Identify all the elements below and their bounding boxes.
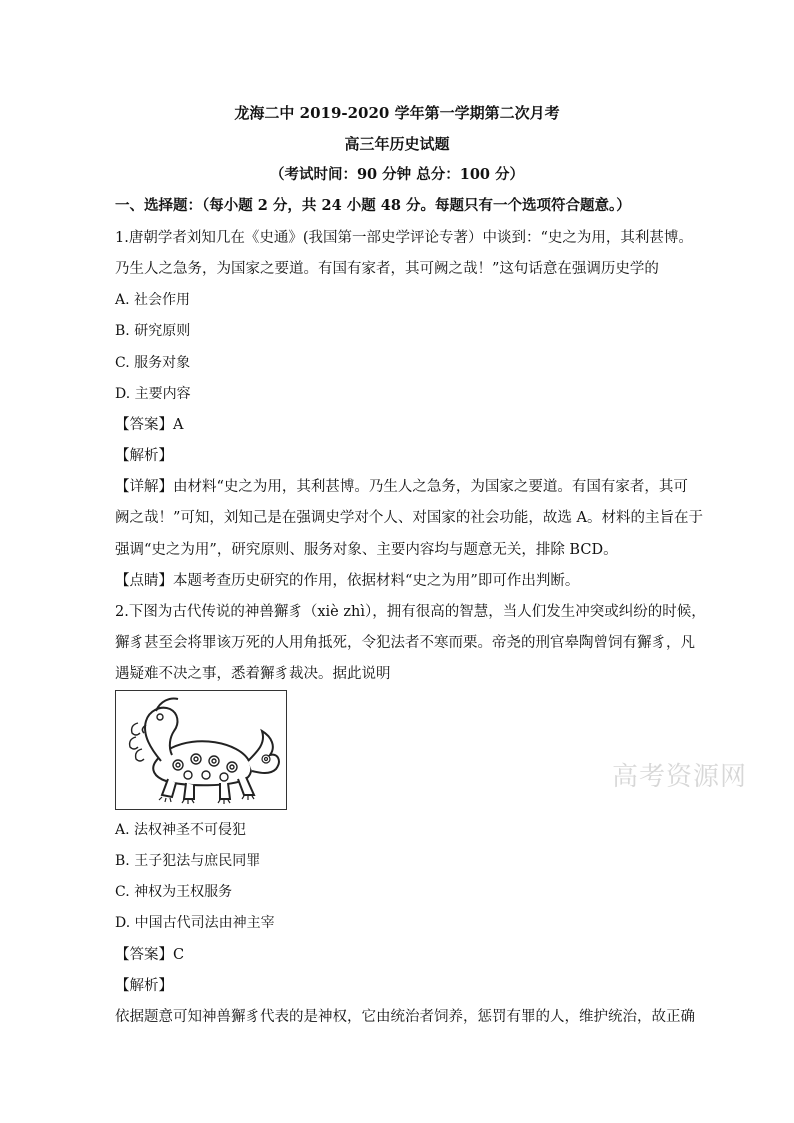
- section-heading: 一、选择题：（每小题 2 分，共 24 小题 48 分。每题只有一个选项符合题意。）: [115, 197, 631, 214]
- exam-title: 龙海二中 2019-2020 学年第一学期第二次月考: [234, 104, 560, 122]
- q1-answer: 【答案】A: [115, 417, 184, 433]
- q1-stem-line-1: 1.唐朝学者刘知几在《史通》(我国第一部史学评论专著）中谈到：“史之为用，其利甚博。: [115, 230, 693, 246]
- q2-answer: 【答案】C: [115, 947, 185, 963]
- q1-detail-line-1: 【详解】由材料“史之为用，其利甚博。乃生人之急务，为国家之要道。有国有家者，其可: [115, 479, 688, 495]
- q1-analysis-label: 【解析】: [115, 448, 173, 464]
- q1-stem-line-2: 乃生人之急务，为国家之要道。有国有家者，其可阙之哉！”这句话意在强调历史学的: [115, 261, 659, 277]
- watermark: 高考资源网: [612, 762, 748, 792]
- q2-stem-line-2: 獬豸甚至会将罪该万死的人用角抵死，令犯法者不寒而栗。帝尧的刑官皋陶曾饲有獬豸，凡: [115, 635, 695, 651]
- exam-subtitle: 高三年历史试题: [344, 135, 450, 153]
- q2-option-d: D. 中国古代司法由神主宰: [115, 915, 275, 931]
- q1-option-d: D. 主要内容: [115, 386, 191, 402]
- q2-analysis-line-1: 依据题意可知神兽獬豸代表的是神权，它由统治者饲养，惩罚有罪的人，维护统治，故正确: [115, 1009, 695, 1025]
- q1-comment: 【点睛】本题考查历史研究的作用，依据材料“史之为用”即可作出判断。: [115, 573, 580, 589]
- q1-detail-line-2: 阙之哉！”可知，刘知己是在强调史学对个人、对国家的社会功能，故选 A。材料的主旨在于: [115, 510, 703, 526]
- q2-option-c: C. 神权为王权服务: [115, 884, 233, 900]
- q1-option-a: A. 社会作用: [115, 292, 191, 308]
- q1-detail-line-3: 强调“史之为用”，研究原则、服务对象、主要内容均与题意无关，排除 BCD。: [115, 542, 618, 558]
- q2-option-b: B. 王子犯法与庶民同罪: [115, 853, 261, 869]
- exam-info: （考试时间：90 分钟 总分：100 分）: [269, 166, 525, 183]
- xiezhi-illustration: [115, 690, 287, 810]
- q1-option-b: B. 研究原则: [115, 323, 191, 339]
- q2-analysis-label: 【解析】: [115, 978, 173, 994]
- q1-option-c: C. 服务对象: [115, 355, 191, 371]
- xiezhi-beast-drawing: [116, 691, 286, 809]
- q2-option-a: A. 法权神圣不可侵犯: [115, 822, 247, 838]
- q2-stem-line-3: 遇疑难不决之事，悉着獬豸裁决。据此说明: [115, 666, 391, 682]
- q2-stem-line-1: 2.下图为古代传说的神兽獬豸（xiè zhì），拥有很高的智慧，当人们发生冲突或纠纷的时候，: [115, 604, 706, 620]
